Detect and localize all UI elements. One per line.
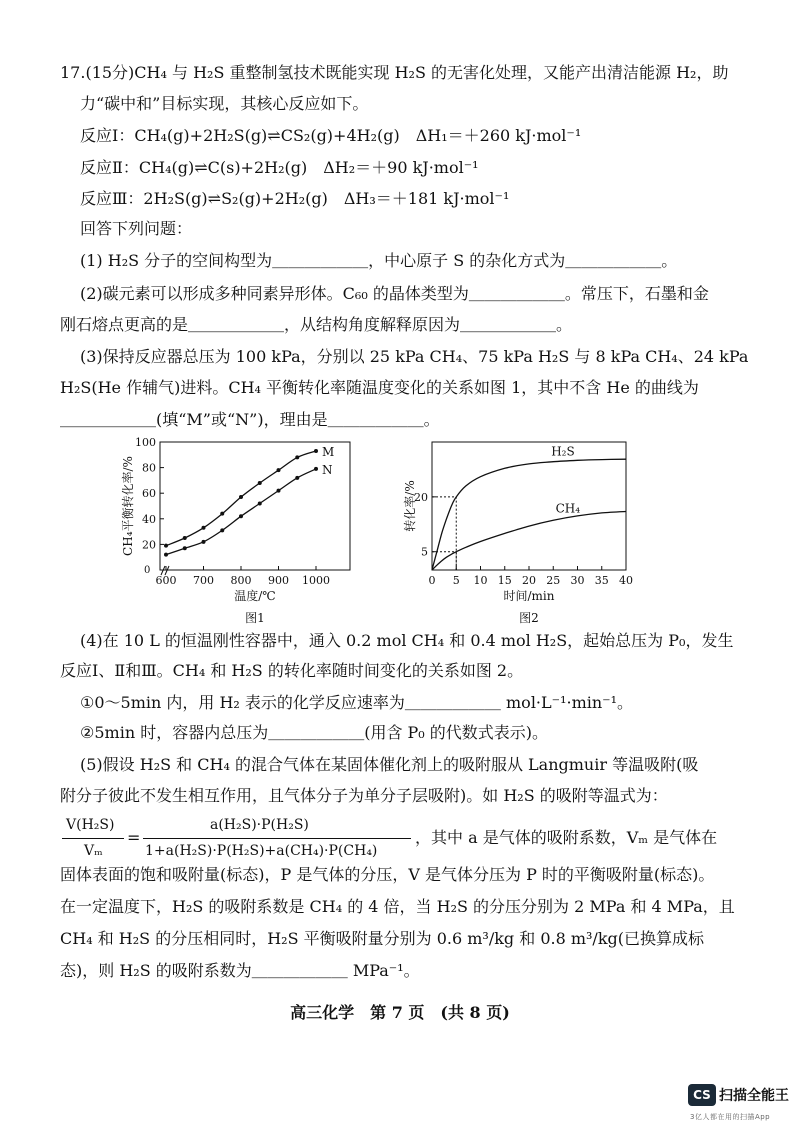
fig1-series-M-point [183, 536, 187, 540]
fig2-figure-label: 图2 [519, 611, 539, 625]
fig1-series-N-line [166, 469, 316, 555]
fig1-ytick-label: 60 [142, 487, 156, 501]
fig2-xtick-label: 15 [497, 574, 512, 587]
fig2-series-ch4-line [432, 512, 626, 571]
fig1-series-N-point [220, 528, 224, 532]
fig1-figure-label: 图1 [245, 611, 265, 625]
fig1-series-N-point [164, 553, 168, 557]
formula-lhs-bar [62, 838, 124, 839]
part-5-line-5: CH₄ 和 H₂S 的分压相同时，H₂S 平衡吸附量分别为 0.6 m³/kg 和 0.8 m³/kg(已换算成标 [60, 929, 705, 948]
fig1-series-N-point [314, 467, 318, 471]
fig1-ytick-label: 40 [142, 512, 156, 526]
scanner-tagline: 3亿人都在用的扫描App [690, 1113, 771, 1121]
part-1: (1) H₂S 分子的空间构型为＿＿＿＿＿＿，中心原子 S 的杂化方式为＿＿＿＿＿＿。 [80, 251, 678, 270]
fig1-series-M-point [258, 481, 262, 485]
fig1-series-N-point [295, 476, 299, 480]
fig2-xtick-label: 0 [428, 574, 436, 587]
fig2-xtick-label: 30 [570, 574, 585, 587]
part-4-question-1: ①0～5min 内，用 H₂ 表示的化学反应速率为＿＿＿＿＿＿ mol·L⁻¹·min⁻¹。 [80, 693, 634, 712]
question-intro-line-1: 17.(15分)CH₄ 与 H₂S 重整制氢技术既能实现 H₂S 的无害化处理，又能产出清洁能源 H₂，助 [60, 63, 729, 82]
fig2-plot-frame [432, 442, 626, 570]
part-5-line-6: 态)，则 H₂S 的吸附系数为＿＿＿＿＿＿ MPa⁻¹。 [60, 961, 420, 980]
scanner-logo-badge: CS [688, 1084, 716, 1106]
fig1-series-N-point [183, 546, 187, 550]
formula-lhs-denominator: Vₘ [84, 843, 103, 859]
fig2-xaxis-label: 时间/min [503, 589, 555, 603]
fig2-xtick-label: 35 [594, 574, 609, 587]
figure-1-chart [118, 430, 358, 630]
fig1-series-M-point [239, 495, 243, 499]
fig2-xtick-label: 25 [546, 574, 561, 587]
part-5-line-3: 固体表面的饱和吸附量(标态)，P 是气体的分压，V 是气体分压为 P 时的平衡吸附量(标态)。 [60, 865, 715, 884]
part-5-line-2: 附分子彼此不发生相互作用，且气体分子为单分子层吸附)。如 H₂S 的吸附等温式为： [60, 786, 668, 805]
formula-equals: = [127, 828, 141, 847]
reaction-1: 反应Ⅰ：CH₄(g)+2H₂S(g)⇌CS₂(g)+4H₂(g) ΔH₁＝＋260 kJ·mol⁻¹ [80, 126, 582, 145]
fig1-origin-label: 0 [144, 565, 151, 576]
reaction-2: 反应Ⅱ：CH₄(g)⇌C(s)+2H₂(g) ΔH₂＝＋90 kJ·mol⁻¹ [80, 158, 479, 177]
part-2-line-1: (2)碳元素可以形成多种同素异形体。C₆₀ 的晶体类型为＿＿＿＿＿＿。常压下，石墨和金 [80, 284, 709, 303]
formula-tail: ，其中 a 是气体的吸附系数，Vₘ 是气体在 [415, 828, 718, 847]
fig2-xtick-label: 5 [452, 574, 460, 587]
part-3-line-1: (3)保持反应器总压为 100 kPa，分别以 25 kPa CH₄、75 kPa H₂S 与 8 kPa CH₄、24 kPa [80, 347, 749, 366]
part-5-line-4: 在一定温度下，H₂S 的吸附系数是 CH₄ 的 4 倍，当 H₂S 的分压分别为 2 MPa 和 4 MPa，且 [60, 897, 735, 916]
scanner-app-name: 扫描全能王 [719, 1088, 789, 1104]
fig1-xtick-label: 700 [193, 574, 214, 587]
fig1-series-M-point [295, 455, 299, 459]
fig1-yaxis-label: CH₄平衡转化率/% [121, 456, 135, 556]
fig1-series-M-label: M [322, 444, 335, 459]
formula-rhs-bar [143, 838, 411, 839]
fig1-series-M-point [220, 512, 224, 516]
part-3-line-2: H₂S(He 作辅气)进料。CH₄ 平衡转化率随温度变化的关系如图 1，其中不含 He 的曲线为 [60, 378, 699, 397]
fig2-ytick-label: 20 [414, 490, 428, 504]
fig1-series-N-point [202, 540, 206, 544]
reaction-3: 反应Ⅲ：2H₂S(g)⇌S₂(g)+2H₂(g) ΔH₃＝＋181 kJ·mol⁻¹ [80, 189, 510, 208]
fig2-xtick-label: 20 [522, 574, 536, 587]
fig2-xtick-label: 10 [473, 574, 488, 587]
part-2-line-2: 刚石熔点更高的是＿＿＿＿＿＿，从结构角度解释原因为＿＿＿＿＿＿。 [60, 315, 573, 334]
fig2-series-h2s-label: H₂S [551, 444, 575, 459]
part-5-line-1: (5)假设 H₂S 和 CH₄ 的混合气体在某固体催化剂上的吸附服从 Langmuir 等温吸附(吸 [80, 755, 699, 774]
formula-rhs-numerator: a(H₂S)·P(H₂S) [210, 817, 309, 833]
part-4-line-2: 反应Ⅰ、Ⅱ和Ⅲ。CH₄ 和 H₂S 的转化率随时间变化的关系如图 2。 [60, 661, 524, 680]
fig2-yaxis-label: 转化率/% [403, 480, 417, 532]
fig1-ytick-label: 100 [135, 436, 156, 449]
fig2-series-h2s-line [432, 459, 626, 570]
fig1-series-M-point [277, 468, 281, 472]
figure-2-chart [400, 430, 640, 630]
part-4-question-2: ②5min 时，容器内总压为＿＿＿＿＿＿(用含 P₀ 的代数式表示)。 [80, 723, 549, 742]
fig1-series-N-point [258, 501, 262, 505]
fig1-series-N-point [277, 489, 281, 493]
part-4-line-1: (4)在 10 L 的恒温刚性容器中，通入 0.2 mol CH₄ 和 0.4 mol H₂S，起始总压为 P₀，发生 [80, 631, 734, 650]
fig1-ytick-label: 20 [142, 538, 156, 552]
answer-prompt: 回答下列问题： [80, 219, 193, 238]
fig2-xtick-label: 40 [619, 574, 633, 587]
fig1-xaxis-label: 温度/℃ [234, 589, 276, 603]
fig1-series-M-point [202, 526, 206, 530]
fig1-ytick-label: 80 [142, 461, 156, 475]
fig1-series-M-point [314, 449, 318, 453]
fig1-xtick-label: 1000 [302, 574, 330, 587]
fig1-xtick-label: 800 [230, 574, 252, 587]
formula-lhs-numerator: V(H₂S) [66, 817, 115, 833]
fig1-series-N-label: N [322, 462, 333, 477]
question-intro-line-2: 力“碳中和”目标实现，其核心反应如下。 [80, 94, 369, 113]
fig2-ytick-label: 5 [421, 545, 428, 559]
fig1-xtick-label: 900 [268, 574, 289, 587]
formula-rhs-denominator: 1+a(H₂S)·P(H₂S)+a(CH₄)·P(CH₄) [145, 843, 378, 859]
fig1-series-M-point [164, 544, 168, 548]
fig1-series-N-point [239, 514, 243, 518]
page-footer: 高三化学 第 7 页 (共 8 页) [290, 1003, 510, 1022]
fig1-xtick-label: 600 [155, 574, 177, 587]
fig2-series-ch4-label: CH₄ [555, 501, 581, 516]
part-3-line-3: ＿＿＿＿＿＿(填“M”或“N”)，理由是＿＿＿＿＿＿。 [60, 410, 440, 429]
